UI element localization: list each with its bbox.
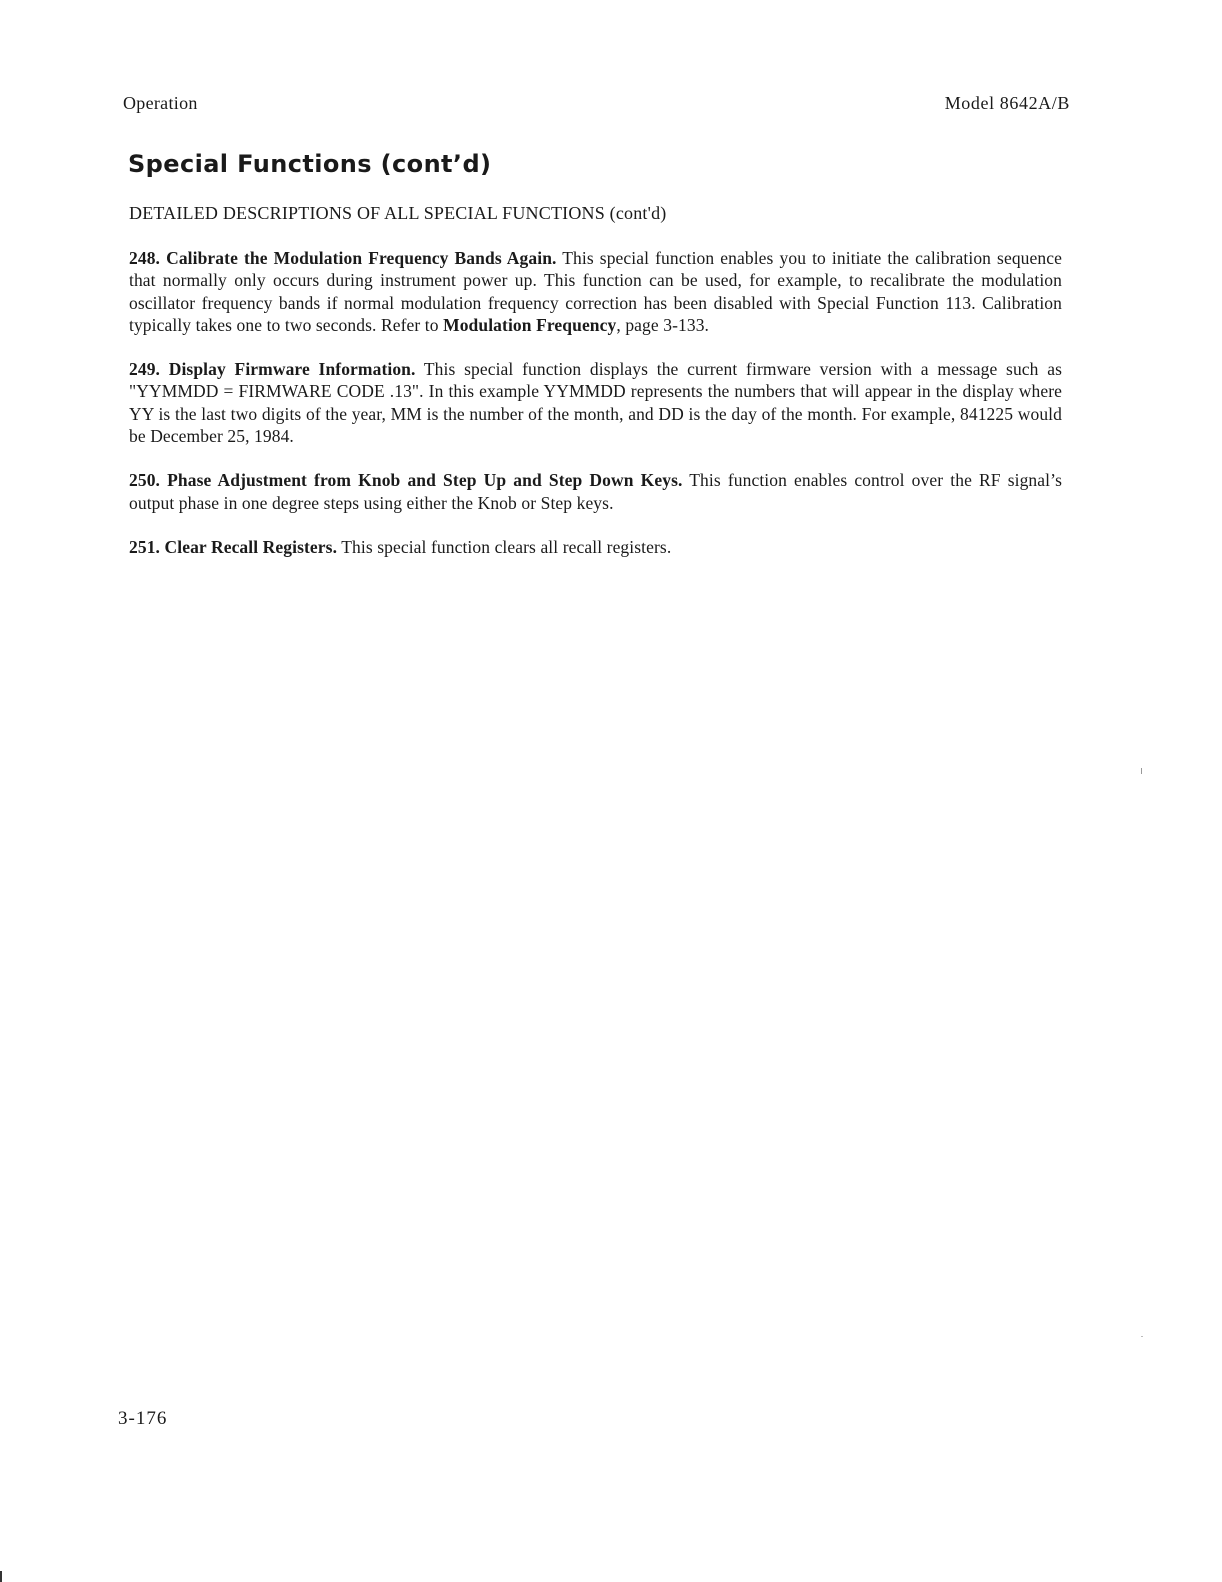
- entry-name: Clear Recall Registers.: [164, 536, 338, 557]
- entry-250: [129, 469, 1062, 514]
- header-section-label: Operation: [123, 93, 198, 113]
- scan-speck: [1141, 768, 1142, 774]
- entry-name: Display Firmware Information.: [168, 359, 416, 380]
- entry-number: 250.: [129, 470, 161, 491]
- scan-speck: [0, 1571, 2, 1582]
- entry-number: 249.: [129, 359, 161, 380]
- entry-cross-reference: Modulation Frequency: [443, 314, 617, 335]
- entry-text: This special function enables you to initiate the calibration sequence that normally only occurs during instrument power up. This function can be used, for example, to recalibrate the modulation oscillator frequency bands if normal modulation frequency correction has been disabled with Special Function 113. Calibration typically takes one to two seconds. Refer to: [129, 248, 1062, 335]
- entry-text: This function enables control over the RF signal’s output phase in one degree steps using either the Knob or Step keys.: [129, 470, 1062, 513]
- section-heading: DETAILED DESCRIPTIONS OF ALL SPECIAL FUNCTIONS (cont'd): [129, 203, 667, 223]
- page-title: Special Functions (cont’d): [128, 150, 492, 178]
- entry-text-tail: , page 3-133.: [616, 314, 710, 335]
- entry-number: 251.: [129, 536, 161, 557]
- entries-list: [129, 247, 1062, 580]
- entry-text: This special function displays the current firmware version with a message such as "YYMMDD = FIRMWARE CODE .13". In this example YYMMDD represents the numbers that will appear in the display where YY is the last two digits of the year, MM is the number of the month, and DD is the day of the month. For example, 841225 would be December 25, 1984.: [129, 359, 1062, 447]
- entry-number: 248.: [129, 248, 161, 268]
- entry-249: [129, 358, 1062, 447]
- entry-name: Phase Adjustment from Knob and Step Up and Step Down Keys.: [167, 470, 683, 491]
- entry-text: This special function clears all recall registers.: [337, 536, 672, 557]
- entry-name: Calibrate the Modulation Frequency Bands Again.: [166, 248, 557, 268]
- scan-speck: [1141, 1336, 1143, 1337]
- page-number: 3-176: [118, 1408, 168, 1429]
- entry-248: [129, 247, 1062, 336]
- entry-251: [129, 536, 1062, 558]
- header-model-label: Model 8642A/B: [944, 93, 1070, 113]
